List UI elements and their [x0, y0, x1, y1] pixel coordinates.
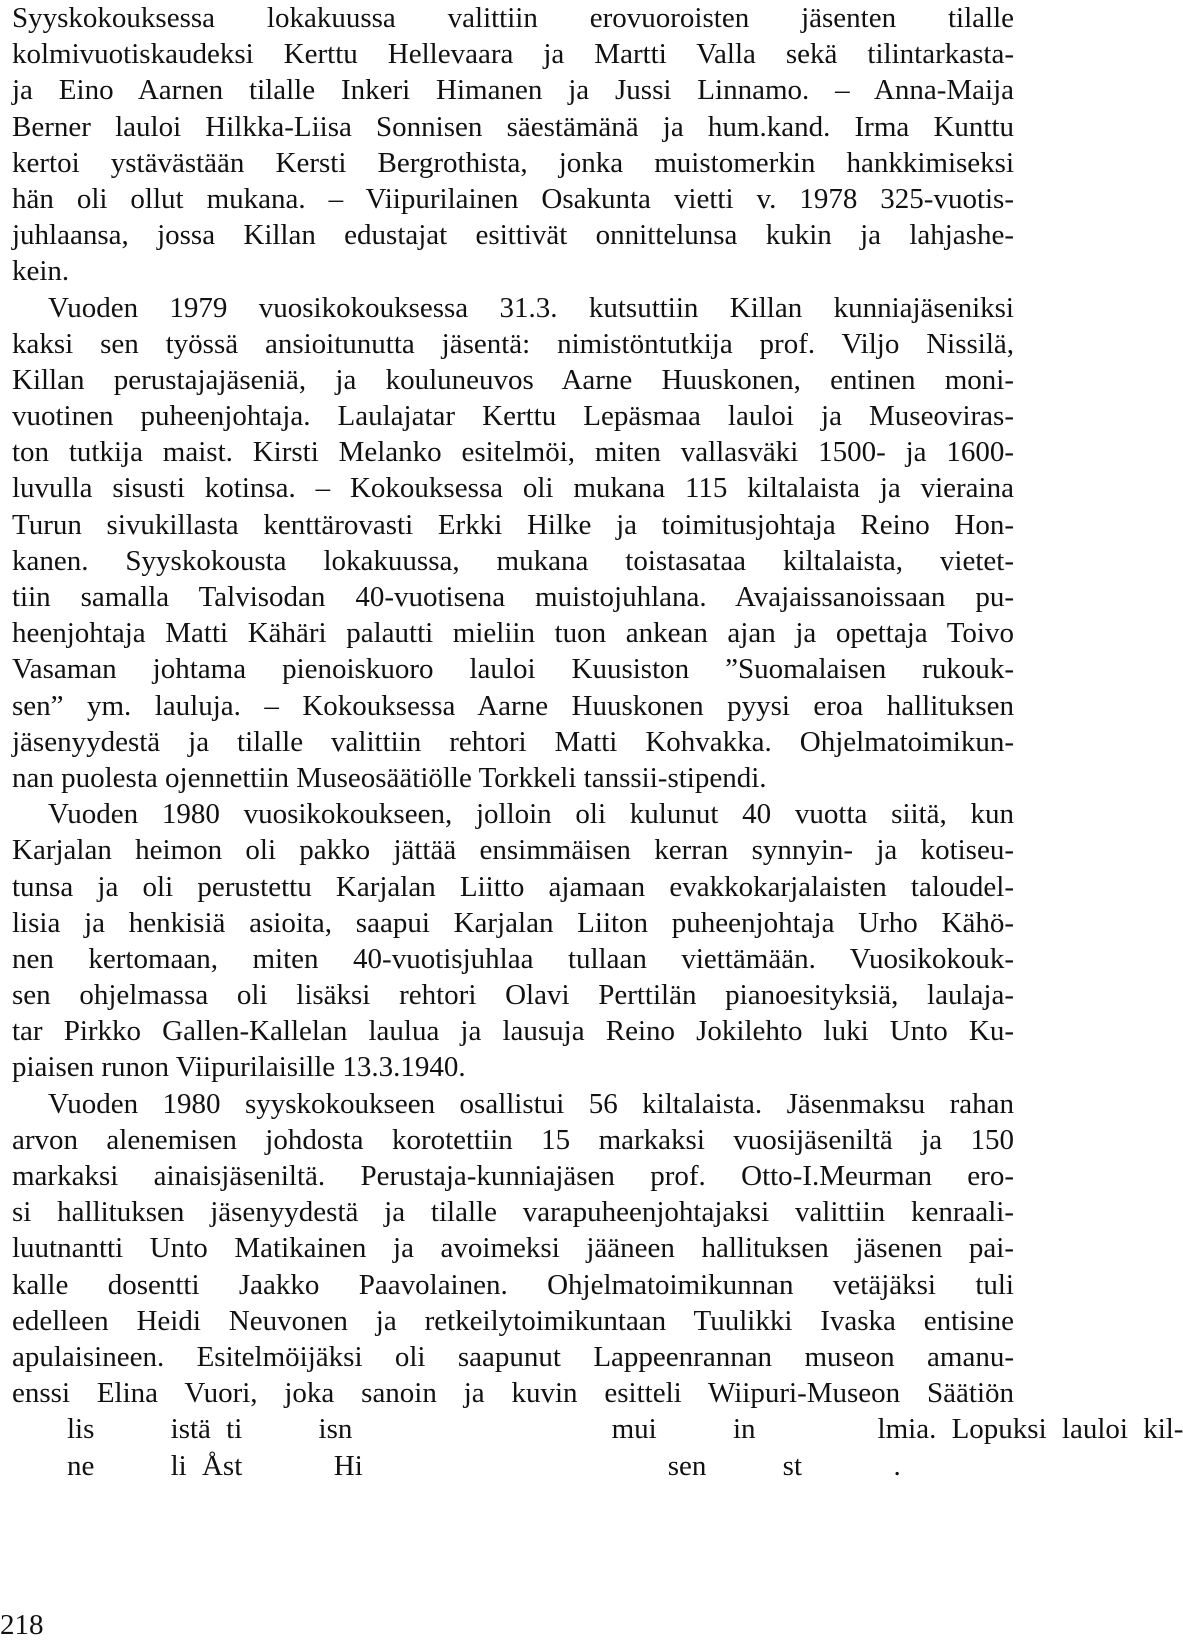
text-line: juhlaansa, jossa Killan edustajat esittivät onnittelunsa kukin ja lahjashe- — [12, 219, 1014, 252]
text-line: piaisen runon Viipurilaisille 13.3.1940. — [12, 1051, 466, 1084]
text-line: kaksi sen työssä ansioitunutta jäsentä: nimistöntutkija prof. Viljo Nissilä, — [12, 327, 1014, 360]
body-text — [12, 0, 1183, 1484]
text-line: Berner lauloi Hilkka-Liisa Sonnisen säestämänä ja hum.kand. Irma Kunttu — [12, 110, 1014, 143]
text-line: Syyskokouksessa lokakuussa valittiin erovuoroisten jäsenten tilalle — [12, 2, 1014, 34]
text-line: apulaisineen. Esitelmöijäksi oli saapunut Lappeenrannan museon amanu- — [12, 1340, 1014, 1373]
paragraph-1 — [12, 0, 1014, 290]
text-line: sen ohjelmassa oli lisäksi rehtori Olavi Perttilän pianoesityksiä, laulaja- — [12, 979, 1014, 1012]
text-line: luvulla sisusti kotinsa. – Kokouksessa oli mukana 115 kiltalaista ja vieraina — [12, 472, 1014, 505]
text-line: si hallituksen jäsenyydestä ja tilalle varapuheenjohtajaksi valittiin kenraali- — [12, 1196, 1014, 1229]
text-line: nen kertomaan, miten 40-vuotisjuhlaa tullaan viettämään. Vuosikokouk- — [12, 942, 1014, 975]
text-line: Killan perustajajäseniä, ja kouluneuvos Aarne Huuskonen, entinen moni- — [12, 363, 1014, 396]
text-line: Vasaman johtama pienoiskuoro lauloi Kuusiston ”Suomalaisen rukouk- — [12, 653, 1014, 686]
text-line: edelleen Heidi Neuvonen ja retkeilytoimikuntaan Tuulikki Ivaska entisine — [12, 1304, 1014, 1337]
text-line: ton tutkija maist. Kirsti Melanko esitelmöi, miten vallasväki 1500- ja 1600- — [12, 436, 1014, 469]
text-line: Vuoden 1980 syyskokoukseen osallistui 56 kiltalaista. Jäsenmaksu rahan — [48, 1087, 1014, 1120]
text-line: heenjohtaja Matti Kähäri palautti mieliin tuon ankean ajan ja opettaja Toivo — [12, 617, 1014, 650]
text-line: markaksi ainaisjäseniltä. Perustaja-kunniajäsen prof. Otto-I.Meurman ero- — [12, 1160, 1014, 1192]
text-line: tiin samalla Talvisodan 40-vuotisena muistojuhlana. Avajaissanoissaan pu- — [12, 581, 1014, 613]
text-line: Vuoden 1980 vuosikokoukseen, jolloin oli kulunut 40 vuotta siitä, kun — [48, 798, 1014, 831]
text-line: hän oli ollut mukana. – Viipurilainen Osakunta vietti v. 1978 325-vuotis- — [12, 182, 1014, 215]
text-line: jäsenyydestä ja tilalle valittiin rehtori Matti Kohvakka. Ohjelmatoimikun- — [12, 725, 1014, 758]
paragraph-3 — [12, 796, 1014, 1086]
text-line: arvon alenemisen johdosta korotettiin 15 markaksi vuosijäseniltä ja 150 — [12, 1123, 1014, 1156]
text-line: kolmivuotiskaudeksi Kerttu Hellevaara ja Martti Valla sekä tilintarkasta- — [12, 38, 1014, 71]
text-line: Turun sivukillasta kenttärovasti Erkki Hilke ja toimitusjohtaja Reino Hon- — [12, 508, 1014, 541]
text-line: Vuoden 1979 vuosikokouksessa 31.3. kutsuttiin Killan kunniajäseniksi — [48, 291, 1014, 324]
paragraph-4 — [12, 1086, 1183, 1484]
text-line: tunsa ja oli perustettu Karjalan Liitto ajamaan evakkokarjalaisten taloudel- — [12, 870, 1014, 903]
text-line: kein. — [12, 255, 70, 288]
text-line: kalle dosentti Jaakko Paavolainen. Ohjelmatoimikunnan vetäjäksi tuli — [12, 1268, 1014, 1301]
text-line: ja Eino Aarnen tilalle Inkeri Himanen ja Jussi Linnamo. – Anna-Maija — [12, 74, 1014, 107]
text-line: kanen. Syyskokousta lokakuussa, mukana toistasataa kiltalaista, vietet- — [12, 544, 1014, 577]
text-line: kertoi ystävästään Kersti Bergrothista, jonka muistomerkin hankkimiseksi — [12, 146, 1014, 179]
text-line: lisia ja henkisiä asioita, saapui Karjalan Liiton puheenjohtaja Urho Kähö- — [12, 906, 1014, 939]
paragraph-2 — [12, 290, 1014, 797]
text-line: nan puolesta ojennettiin Museosäätiölle Torkkeli tanssii-stipendi. — [12, 761, 767, 794]
text-line: Karjalan heimon oli pakko jättää ensimmäisen kerran synnyin- ja kotiseu- — [12, 834, 1014, 867]
text-line: luutnantti Unto Matikainen ja avoimeksi jääneen hallituksen jäsenen pai- — [12, 1232, 1014, 1265]
text-line-damaged: ne li Åst Hi sen st . — [67, 1449, 901, 1482]
text-line: vuotinen puheenjohtaja. Laulajatar Kerttu Lepäsmaa lauloi ja Museoviras- — [12, 400, 1014, 433]
text-line-damaged: lis istä ti isn mui in lmia. Lopuksi lauloi kil- — [67, 1413, 1183, 1446]
page-number: 218 — [0, 1609, 44, 1641]
text-line: tar Pirkko Gallen-Kallelan laulua ja lausuja Reino Jokilehto luki Unto Ku- — [12, 1015, 1014, 1048]
text-line: enssi Elina Vuori, joka sanoin ja kuvin esitteli Wiipuri-Museon Säätiön — [12, 1377, 1014, 1410]
text-line: sen” ym. lauluja. – Kokouksessa Aarne Huuskonen pyysi eroa hallituksen — [12, 689, 1014, 722]
